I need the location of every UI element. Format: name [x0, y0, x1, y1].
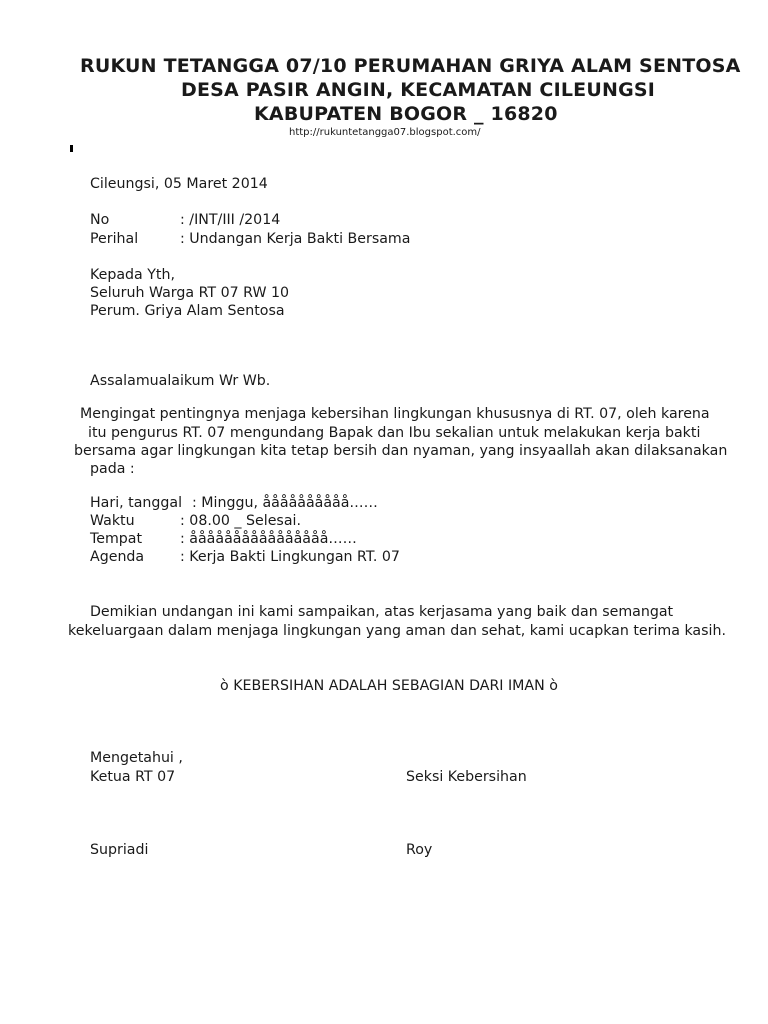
- hari-value: : Minggu, åååååååååå……: [192, 495, 378, 511]
- motto: ò KEBERSIHAN ADALAH SEBAGIAN DARI IMAN ò: [220, 678, 558, 694]
- sign-right-role: Seksi Kebersihan: [406, 769, 527, 785]
- recipient-line-2: Seluruh Warga RT 07 RW 10: [90, 285, 290, 301]
- tempat-value: : åååååååååååååååå……: [180, 531, 357, 547]
- header-line-2: DESA PASIR ANGIN, KECAMATAN CILEUNGSI: [181, 79, 656, 101]
- sign-left-name: Supriadi: [90, 842, 149, 858]
- header-line-1: RUKUN TETANGGA 07/10 PERUMAHAN GRIYA ALAM SENTOSA: [80, 55, 741, 77]
- header-url: http://rukuntetangga07.blogspot.com/: [289, 127, 481, 138]
- header-line-3: KABUPATEN BOGOR _ 16820: [254, 103, 558, 125]
- agenda-value: : Kerja Bakti Lingkungan RT. 07: [180, 549, 400, 565]
- recipient-line-3: Perum. Griya Alam Sentosa: [90, 303, 285, 319]
- body-line-2: itu pengurus RT. 07 mengundang Bapak dan Ibu sekalian untuk melakukan kerja bakti: [88, 425, 701, 441]
- perihal-value: : Undangan Kerja Bakti Bersama: [180, 231, 411, 247]
- bullet-mark: [70, 145, 73, 152]
- body-line-4: pada :: [90, 461, 135, 477]
- tempat-label: Tempat: [90, 531, 143, 547]
- agenda-label: Agenda: [90, 549, 145, 565]
- no-value: : /INT/III /2014: [180, 212, 281, 228]
- waktu-value: : 08.00 _ Selesai.: [180, 513, 301, 529]
- sign-right-name: Roy: [406, 842, 433, 858]
- sign-left-role: Ketua RT 07: [90, 769, 176, 785]
- hari-label: Hari, tanggal: [90, 495, 183, 511]
- recipient-line-1: Kepada Yth,: [90, 267, 175, 283]
- waktu-label: Waktu: [90, 513, 135, 529]
- body-line-1: Mengingat pentingnya menjaga kebersihan lingkungan khususnya di RT. 07, oleh karena: [80, 406, 710, 422]
- place-date: Cileungsi, 05 Maret 2014: [90, 176, 268, 192]
- body-line-3: bersama agar lingkungan kita tetap bersih dan nyaman, yang insyaallah akan dilaksanakan: [74, 443, 728, 459]
- sign-left-heading: Mengetahui ,: [90, 750, 183, 766]
- greeting: Assalamualaikum Wr Wb.: [90, 373, 271, 389]
- closing-line-1: Demikian undangan ini kami sampaikan, atas kerjasama yang baik dan semangat: [90, 604, 674, 620]
- no-label: No: [90, 212, 110, 228]
- closing-line-2: kekeluargaan dalam menjaga lingkungan yang aman dan sehat, kami ucapkan terima kasih.: [68, 623, 726, 639]
- perihal-label: Perihal: [90, 231, 139, 247]
